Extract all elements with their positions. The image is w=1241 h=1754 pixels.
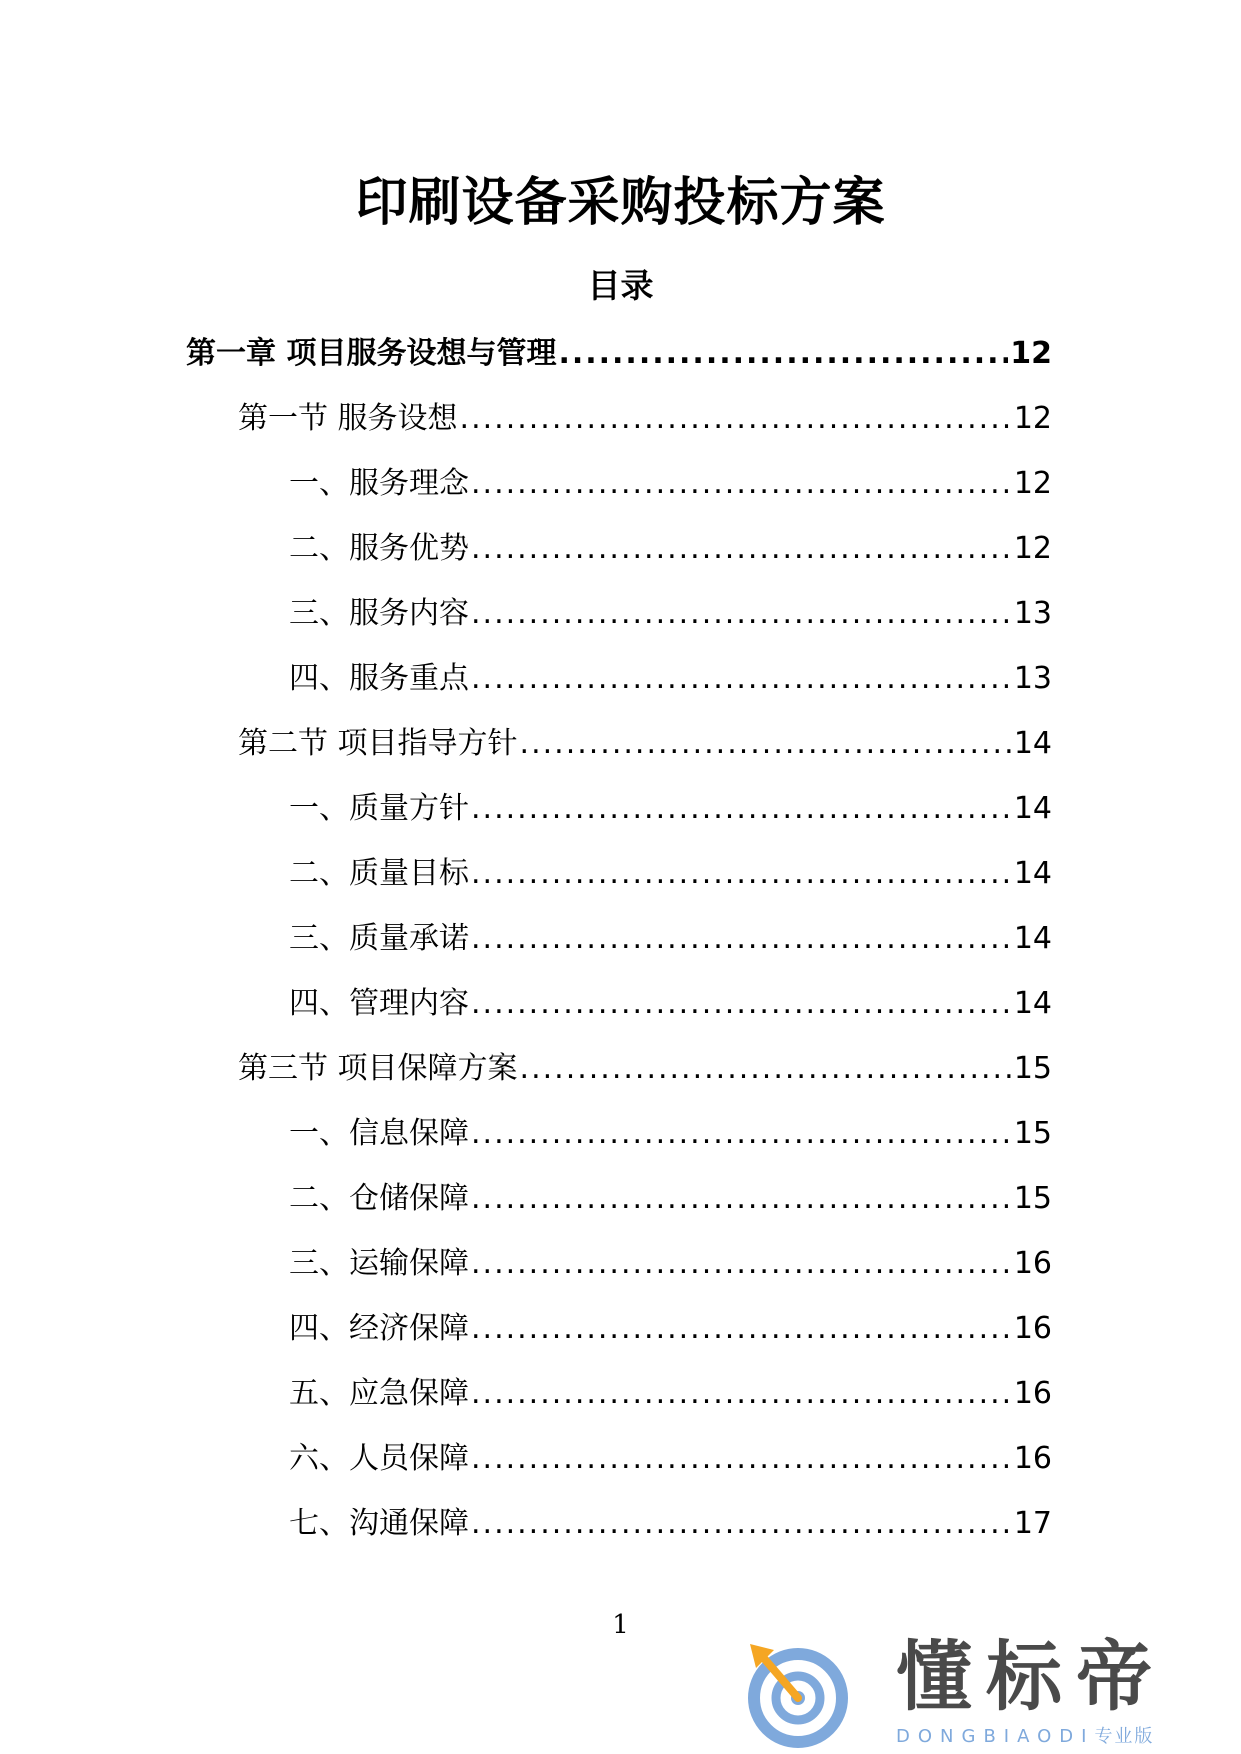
toc-dot-leader [471, 1101, 1012, 1166]
toc-entry-label: 六、人员保障 [289, 1441, 469, 1476]
toc-entry [186, 906, 1052, 971]
toc-entry-page: 14 [1013, 921, 1052, 956]
toc-entry-page: 13 [1013, 596, 1052, 631]
toc-entry-label: 第二节 项目指导方针 [238, 726, 518, 761]
toc-entry-page: 14 [1013, 791, 1052, 826]
toc-entry [186, 1166, 1052, 1231]
brand-watermark [740, 1632, 1210, 1750]
toc-dot-leader [471, 971, 1012, 1036]
toc-dot-leader [471, 451, 1012, 516]
toc-dot-leader [471, 1361, 1012, 1426]
toc-dot-leader [558, 321, 1008, 386]
toc-entry [186, 1101, 1052, 1166]
toc-entry [186, 841, 1052, 906]
toc-entry-label: 四、服务重点 [289, 661, 469, 696]
toc-dot-leader [471, 581, 1012, 646]
brand-subtitle [896, 1726, 1154, 1748]
toc-entry-label: 第一节 服务设想 [238, 401, 458, 436]
toc-entry-page: 15 [1013, 1116, 1052, 1151]
toc-entry-label: 三、运输保障 [289, 1246, 469, 1281]
toc-entry-page: 13 [1013, 661, 1052, 696]
toc-entry-label: 第一章 项目服务设想与管理 [186, 336, 557, 371]
toc-entry-label: 四、经济保障 [289, 1311, 469, 1346]
toc-entry [186, 1036, 1052, 1101]
toc-entry-page: 16 [1013, 1441, 1052, 1476]
toc-dot-leader [471, 906, 1012, 971]
toc-entry-page: 16 [1013, 1246, 1052, 1281]
toc-entry [186, 386, 1052, 451]
toc-dot-leader [471, 646, 1012, 711]
toc-entry [186, 1296, 1052, 1361]
brand-subtitle-latin: DONGBIAODI [896, 1726, 1095, 1747]
toc-entry-page: 14 [1013, 856, 1052, 891]
toc-entry [186, 451, 1052, 516]
toc-entry-page: 12 [1013, 531, 1052, 566]
brand-edition: 专业版 [1094, 1726, 1155, 1747]
target-arrow-icon [740, 1632, 880, 1750]
toc-dot-leader [471, 776, 1012, 841]
toc-entry-label: 一、信息保障 [289, 1116, 469, 1151]
toc-entry-page: 14 [1013, 726, 1052, 761]
toc-dot-leader [471, 516, 1012, 581]
toc-dot-leader [460, 386, 1012, 451]
toc-dot-leader [520, 1036, 1012, 1101]
toc-entry-label: 第三节 项目保障方案 [238, 1051, 518, 1086]
toc-entry-page: 12 [1013, 401, 1052, 436]
toc-entry-label: 二、质量目标 [289, 856, 469, 891]
toc-entry-page: 15 [1013, 1051, 1052, 1086]
page-number: 1 [612, 1610, 629, 1640]
toc-entry-page: 15 [1013, 1181, 1052, 1216]
toc-dot-leader [471, 1491, 1012, 1556]
toc-entry-page: 14 [1013, 986, 1052, 1021]
toc-entry [186, 776, 1052, 841]
toc-entry [186, 321, 1052, 386]
toc-entry-label: 二、服务优势 [289, 531, 469, 566]
toc-entry [186, 1231, 1052, 1296]
toc-entry [186, 646, 1052, 711]
toc-entry [186, 971, 1052, 1036]
toc-entry-page: 16 [1013, 1311, 1052, 1346]
toc-entry-label: 二、仓储保障 [289, 1181, 469, 1216]
toc-dot-leader [471, 841, 1012, 906]
toc-entry-label: 四、管理内容 [289, 986, 469, 1021]
toc-entry [186, 1491, 1052, 1556]
toc-dot-leader [471, 1166, 1012, 1231]
toc-dot-leader [520, 711, 1012, 776]
toc-heading: 目录 [587, 266, 654, 305]
toc-entry-label: 七、沟通保障 [289, 1506, 469, 1541]
toc-entry [186, 711, 1052, 776]
toc-entry-label: 五、应急保障 [289, 1376, 469, 1411]
toc-entry-page: 16 [1013, 1376, 1052, 1411]
toc-entry-page: 17 [1013, 1506, 1052, 1541]
toc-entry [186, 516, 1052, 581]
toc-entry-page: 12 [1013, 466, 1052, 501]
toc-entry-label: 一、质量方针 [289, 791, 469, 826]
toc-entry-label: 三、质量承诺 [289, 921, 469, 956]
toc-dot-leader [471, 1426, 1012, 1491]
toc-entry-label: 三、服务内容 [289, 596, 469, 631]
toc-entry [186, 581, 1052, 646]
toc-entry-page: 12 [1010, 336, 1052, 371]
toc-dot-leader [471, 1296, 1012, 1361]
toc-dot-leader [471, 1231, 1012, 1296]
toc-entry [186, 1426, 1052, 1491]
toc-entry [186, 1361, 1052, 1426]
table-of-contents [186, 321, 1052, 1556]
brand-name: 懂标帝 [896, 1632, 1166, 1721]
document-title: 印刷设备采购投标方案 [355, 173, 886, 233]
toc-entry-label: 一、服务理念 [289, 466, 469, 501]
